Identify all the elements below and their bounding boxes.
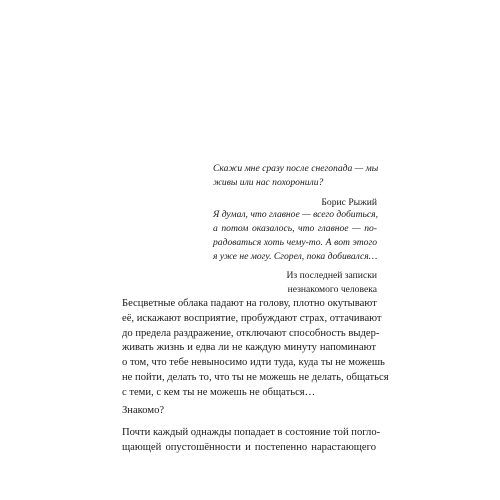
epigraph-quote (213, 162, 377, 190)
epigraph-quote (213, 208, 377, 264)
text-line: Бесцветные облака падают на голову, плотно окутывают (122, 298, 377, 309)
epigraph-source-line: незнакомого человека (287, 284, 377, 295)
text-line: живать жизнь и едва ли не каждую минуту напоминают (122, 342, 376, 354)
text-line: с теми, с кем ты не можешь не общаться… (122, 386, 316, 398)
paragraph-2 (122, 404, 376, 419)
epigraph-source-line: Из последней записки (286, 270, 377, 281)
text-line: не пойти, делать то, что ты не можешь не делать, общаться (122, 371, 389, 383)
text-line: о том, что тебе невыносимо идти туда, куда ты не можешь (122, 357, 385, 369)
epigraph-1 (213, 162, 377, 210)
epigraph-line: а потом оказалось, что главное — по- (213, 223, 377, 234)
text-line: до предела раздражение, отключают способность выдер- (122, 327, 380, 339)
epigraph-line: живы или нас похоронили? (213, 177, 324, 188)
epigraph-line: радоваться хоть чему-то. А вот этого (213, 237, 377, 248)
epigraph-line: Скажи мне сразу после снегопада — мы (213, 163, 379, 174)
epigraph-2 (213, 208, 377, 297)
epigraph-line: Я думал, что главное — всего добиться, (213, 209, 378, 220)
paragraph-3 (122, 426, 381, 456)
epigraph-author: Борис Рыжий (321, 197, 377, 208)
text-line: её, искажают восприятие, пробуждают страх, оттачивают (122, 312, 382, 324)
text-line: Знакомо? (122, 405, 165, 416)
epigraph-line: я уже не могу. Сгорел, пока добивался… (213, 251, 378, 262)
text-line: Почти каждый однажды попадает в состояние той погло- (122, 427, 381, 438)
paragraph-1 (122, 297, 389, 401)
text-line: щающей опустошённости и постепенно нарастающего (122, 441, 376, 453)
epigraph-source (213, 269, 377, 297)
